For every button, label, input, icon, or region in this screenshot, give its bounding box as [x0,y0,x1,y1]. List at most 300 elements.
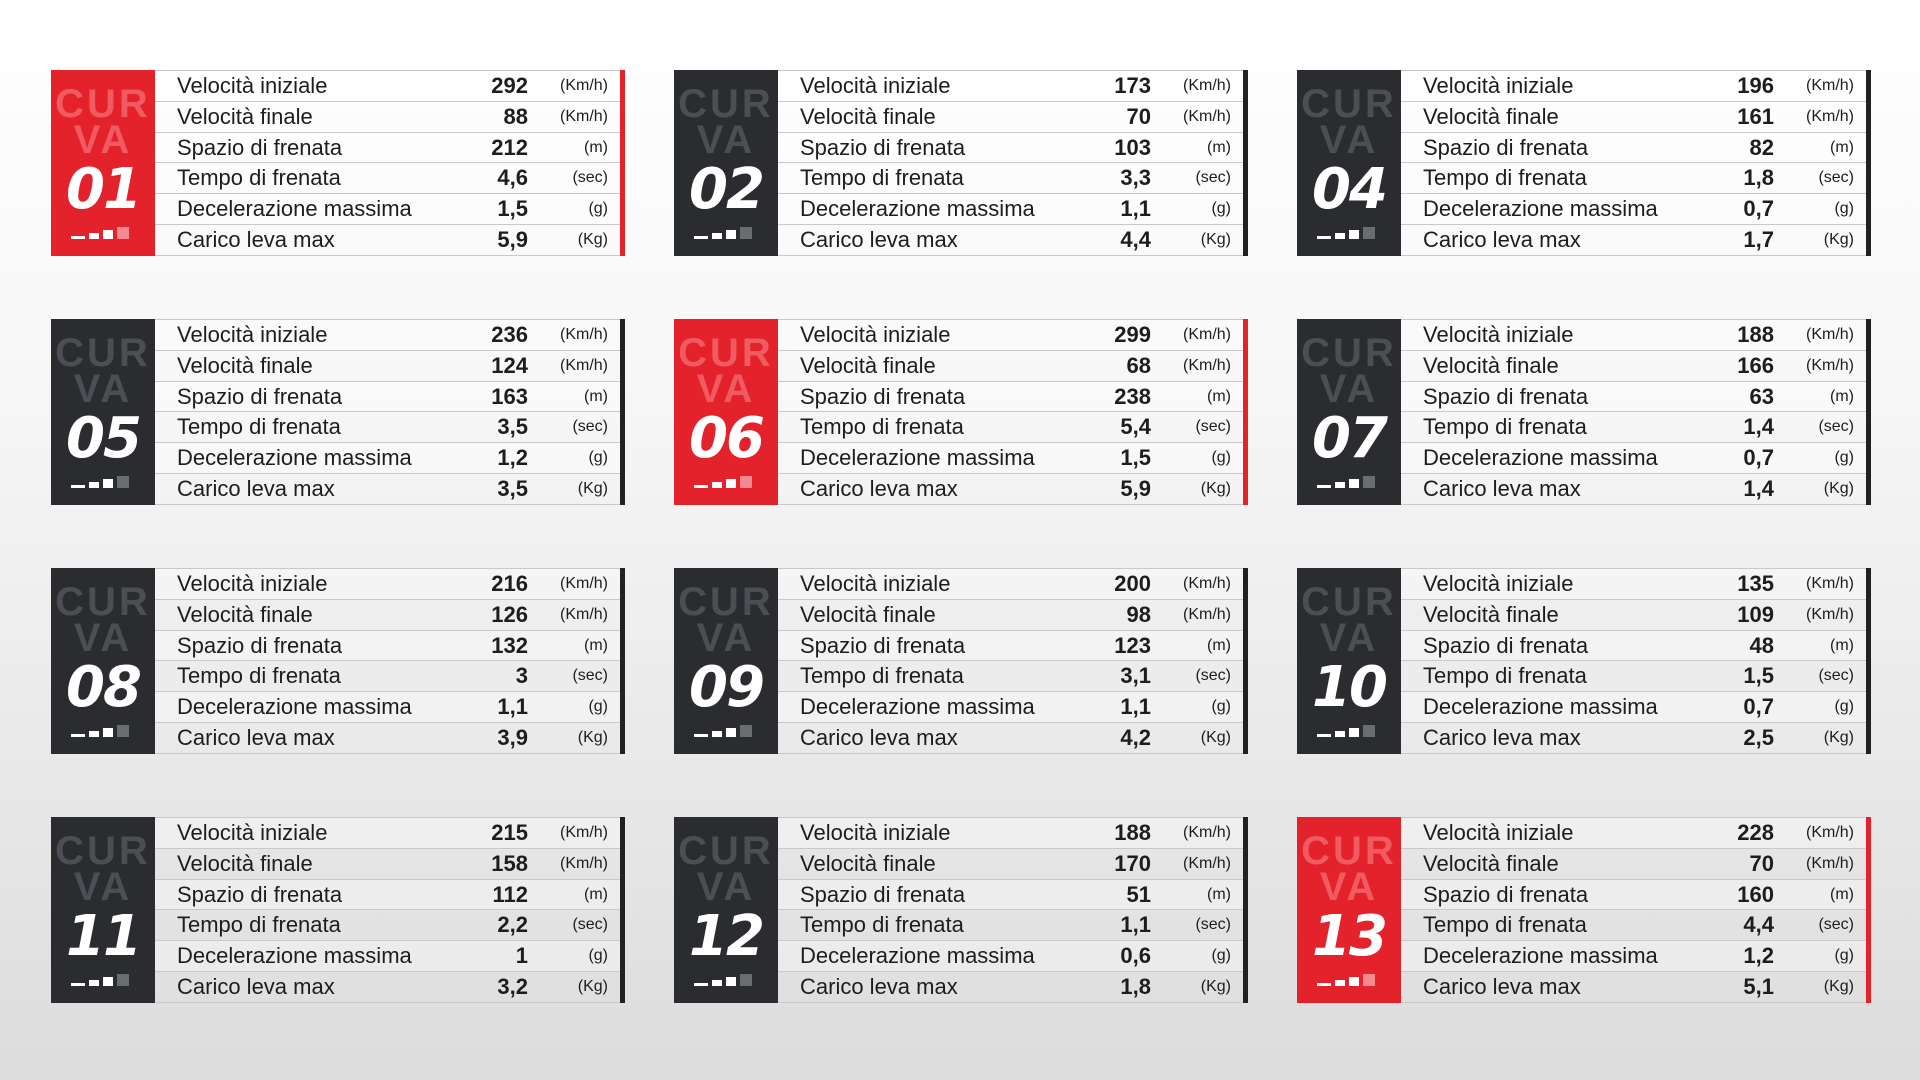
stat-row [155,474,620,505]
stat-value: 292 [491,72,528,98]
stat-label: Tempo di frenata [800,663,964,689]
stat-label: Tempo di frenata [800,912,964,938]
stat-unit: (Kg) [1200,480,1231,498]
badge-ghost-text: VA [73,367,133,411]
stat-label: Carico leva max [177,725,335,751]
braking-bars-icon [71,970,141,986]
stat-label: Velocità iniziale [1423,819,1574,845]
stat-value: 1,2 [497,445,528,471]
badge-ghost-text: VA [696,616,756,660]
stat-label: Velocità finale [177,601,313,627]
badge-ghost-text: CUR [1301,829,1397,873]
badge-ghost-text: CUR [55,82,151,126]
stat-row [778,910,1243,941]
stat-row [155,849,620,880]
stat-value: 200 [1114,570,1151,596]
curve-badge [1297,319,1401,505]
stat-value: 51 [1126,881,1151,907]
stat-row [155,382,620,413]
stat-row [778,194,1243,225]
stat-row [778,880,1243,911]
stat-label: Decelerazione massima [177,694,412,720]
stat-unit: (Kg) [1200,231,1231,249]
stat-label: Decelerazione massima [177,943,412,969]
stat-label: Velocità iniziale [177,819,328,845]
badge-ghost-text: VA [73,865,133,909]
braking-bars-icon [1317,721,1387,737]
stat-row [155,818,620,849]
stat-row [778,351,1243,382]
stat-row [778,382,1243,413]
stat-label: Velocità finale [177,352,313,378]
stat-value: 1,1 [497,694,528,720]
curve-number: 06 [689,406,763,471]
curve-card-11 [51,817,625,1003]
stat-row [778,849,1243,880]
stat-label: Velocità iniziale [800,570,951,596]
curve-number: 07 [1312,406,1386,471]
stat-value: 0,7 [1743,196,1774,222]
badge-ghost-text: VA [696,865,756,909]
stat-row [778,569,1243,600]
stat-unit: (Km/h) [1806,605,1854,623]
stat-label: Velocità iniziale [1423,72,1574,98]
stat-label: Tempo di frenata [177,165,341,191]
stat-row [155,163,620,194]
stat-row [778,102,1243,133]
stat-label: Velocità iniziale [800,321,951,347]
stat-value: 1,1 [1120,196,1151,222]
stat-value: 126 [491,601,528,627]
stat-unit: (sec) [1195,667,1231,685]
stat-value: 1 [515,943,528,969]
curve-card-04 [1297,70,1871,256]
badge-ghost-text: CUR [1301,580,1397,624]
stat-row [778,133,1243,164]
stat-row [155,723,620,754]
stat-unit: (sec) [572,418,608,436]
stat-row [778,225,1243,256]
stat-row [155,941,620,972]
stats-table [1401,319,1866,505]
stat-unit: (Kg) [1823,978,1854,996]
badge-ghost-text: CUR [678,580,774,624]
stat-value: 68 [1126,352,1151,378]
stats-table [1401,568,1866,754]
stat-unit: (Km/h) [560,107,608,125]
stat-value: 1,5 [1743,663,1774,689]
braking-bars-icon [694,970,764,986]
stat-unit: (sec) [1818,916,1854,934]
stat-unit: (g) [1834,698,1854,716]
stat-unit: (Km/h) [560,605,608,623]
stat-label: Spazio di frenata [1423,881,1589,907]
stat-unit: (g) [588,200,608,218]
stat-label: Spazio di frenata [800,881,966,907]
curve-card-10 [1297,568,1871,754]
stat-row [155,412,620,443]
stat-value: 123 [1114,632,1151,658]
stat-label: Velocità finale [800,103,936,129]
badge-ghost-text: VA [696,367,756,411]
stat-value: 1,2 [1743,943,1774,969]
stat-value: 4,2 [1120,725,1151,751]
stats-table [155,70,620,256]
stat-label: Tempo di frenata [177,663,341,689]
stat-row [778,692,1243,723]
stat-value: 173 [1114,72,1151,98]
stat-value: 3,1 [1120,663,1151,689]
stat-value: 0,6 [1120,943,1151,969]
stat-label: Spazio di frenata [177,881,343,907]
stat-row [1401,849,1866,880]
curve-number: 10 [1312,655,1386,720]
stat-unit: (m) [1207,885,1231,903]
stat-row [778,723,1243,754]
stat-label: Spazio di frenata [800,383,966,409]
curve-badge [674,817,778,1003]
stat-label: Tempo di frenata [800,165,964,191]
stat-unit: (m) [1830,387,1854,405]
stat-unit: (Km/h) [1806,823,1854,841]
braking-bars-icon [1317,223,1387,239]
stat-unit: (Km/h) [1183,574,1231,592]
curve-card-07 [1297,319,1871,505]
stat-unit: (g) [1211,449,1231,467]
stat-unit: (Km/h) [1806,107,1854,125]
badge-ghost-text: VA [1319,865,1379,909]
stat-unit: (Km/h) [1806,854,1854,872]
stat-value: 161 [1737,103,1774,129]
curve-number: 01 [66,157,140,222]
stat-value: 132 [491,632,528,658]
braking-bars-icon [71,223,141,239]
stat-label: Spazio di frenata [1423,632,1589,658]
curve-card-06 [674,319,1248,505]
stat-value: 1,8 [1120,974,1151,1000]
stats-table [155,568,620,754]
stat-unit: (sec) [1818,418,1854,436]
stat-unit: (m) [1207,387,1231,405]
stat-row [155,569,620,600]
stat-row [155,880,620,911]
stat-value: 112 [492,881,528,907]
stat-label: Tempo di frenata [800,414,964,440]
stat-unit: (sec) [572,916,608,934]
stat-row [1401,818,1866,849]
stat-unit: (sec) [1195,418,1231,436]
stat-value: 70 [1749,850,1774,876]
stat-unit: (m) [584,636,608,654]
stat-row [1401,163,1866,194]
stat-label: Tempo di frenata [1423,165,1587,191]
stat-unit: (Kg) [577,480,608,498]
curve-badge [51,70,155,256]
stat-label: Carico leva max [177,974,335,1000]
stat-row [778,631,1243,662]
curve-badge [51,568,155,754]
stat-value: 1,8 [1743,165,1774,191]
stat-unit: (Km/h) [560,325,608,343]
curve-number: 02 [689,157,763,222]
curve-number: 11 [66,904,140,969]
curve-badge [51,817,155,1003]
stat-label: Velocità iniziale [177,72,328,98]
stat-value: 3,3 [1120,165,1151,191]
stat-unit: (g) [1834,200,1854,218]
stat-value: 1,7 [1743,227,1774,253]
stat-value: 109 [1737,601,1774,627]
stat-label: Spazio di frenata [800,632,966,658]
stat-value: 215 [491,819,528,845]
stat-unit: (Km/h) [1183,823,1231,841]
stat-unit: (g) [1211,698,1231,716]
stat-value: 98 [1126,601,1151,627]
badge-ghost-text: CUR [1301,82,1397,126]
stat-row [1401,412,1866,443]
stat-unit: (Km/h) [1183,76,1231,94]
stat-value: 236 [491,321,528,347]
stat-unit: (sec) [1195,169,1231,187]
stat-label: Velocità iniziale [800,72,951,98]
stat-row [778,600,1243,631]
stat-row [155,102,620,133]
stat-unit: (g) [588,947,608,965]
stat-row [1401,194,1866,225]
stat-label: Carico leva max [1423,974,1581,1000]
stat-value: 238 [1114,383,1151,409]
stat-value: 3,5 [497,476,528,502]
stat-row [778,818,1243,849]
stat-row [155,225,620,256]
badge-ghost-text: CUR [678,82,774,126]
stat-label: Velocità finale [1423,352,1559,378]
stat-unit: (Kg) [577,231,608,249]
stat-unit: (Kg) [1823,729,1854,747]
stat-value: 196 [1737,72,1774,98]
stat-unit: (m) [1830,885,1854,903]
stat-label: Decelerazione massima [1423,196,1658,222]
stat-value: 1,4 [1743,414,1774,440]
stat-value: 2,5 [1743,725,1774,751]
stat-label: Spazio di frenata [1423,134,1589,160]
stat-value: 1,1 [1120,912,1151,938]
stat-unit: (m) [1830,636,1854,654]
badge-ghost-text: CUR [1301,331,1397,375]
stat-row [778,163,1243,194]
stat-unit: (Km/h) [560,823,608,841]
curve-number: 08 [66,655,140,720]
stat-value: 3 [515,663,528,689]
stat-unit: (Km/h) [1806,325,1854,343]
curve-card-02 [674,70,1248,256]
stat-label: Velocità iniziale [1423,321,1574,347]
curve-number: 05 [66,406,140,471]
curve-card-08 [51,568,625,754]
stat-value: 0,7 [1743,694,1774,720]
stat-value: 160 [1737,881,1774,907]
stat-row [155,910,620,941]
stat-row [1401,600,1866,631]
stat-row [1401,225,1866,256]
stat-label: Spazio di frenata [800,134,966,160]
stat-value: 1,1 [1120,694,1151,720]
stats-table [778,70,1243,256]
stat-row [1401,723,1866,754]
curve-card-05 [51,319,625,505]
stat-label: Decelerazione massima [800,694,1035,720]
stat-value: 4,4 [1743,912,1774,938]
badge-ghost-text: CUR [55,829,151,873]
stat-unit: (Km/h) [1183,325,1231,343]
stat-row [778,972,1243,1003]
stat-unit: (Kg) [577,729,608,747]
badge-ghost-text: VA [73,616,133,660]
stat-row [155,194,620,225]
stat-value: 3,2 [497,974,528,1000]
badge-ghost-text: CUR [55,580,151,624]
stat-value: 166 [1737,352,1774,378]
stat-value: 1,5 [497,196,528,222]
stat-value: 4,6 [497,165,528,191]
stat-label: Velocità finale [177,103,313,129]
stat-label: Spazio di frenata [177,134,343,160]
stat-unit: (m) [1207,138,1231,156]
stat-label: Decelerazione massima [800,445,1035,471]
stat-value: 103 [1114,134,1151,160]
badge-ghost-text: VA [1319,367,1379,411]
stat-row [1401,569,1866,600]
braking-bars-icon [694,472,764,488]
stat-unit: (sec) [572,667,608,685]
stat-value: 0,7 [1743,445,1774,471]
stat-unit: (Km/h) [1806,356,1854,374]
badge-ghost-text: VA [696,118,756,162]
stat-row [778,320,1243,351]
stat-unit: (g) [1834,947,1854,965]
curve-badge [674,568,778,754]
badge-ghost-text: VA [73,118,133,162]
curve-number: 04 [1312,157,1386,222]
stat-label: Velocità finale [800,850,936,876]
braking-bars-icon [1317,970,1387,986]
stat-unit: (Km/h) [1183,107,1231,125]
stat-value: 212 [491,134,528,160]
stat-unit: (m) [1207,636,1231,654]
stat-row [778,661,1243,692]
stat-row [155,133,620,164]
stat-value: 158 [491,850,528,876]
stat-row [1401,972,1866,1003]
badge-ghost-text: CUR [678,829,774,873]
curve-number: 09 [689,655,763,720]
stat-label: Carico leva max [800,725,958,751]
stats-table [155,319,620,505]
stat-label: Velocità iniziale [177,321,328,347]
stat-row [778,474,1243,505]
stat-row [1401,941,1866,972]
stat-row [155,631,620,662]
stat-label: Carico leva max [800,974,958,1000]
stat-unit: (g) [1211,947,1231,965]
badge-ghost-text: VA [1319,616,1379,660]
curve-badge [674,319,778,505]
stat-label: Decelerazione massima [1423,694,1658,720]
stat-row [155,351,620,382]
curve-badge [1297,568,1401,754]
stat-label: Decelerazione massima [800,196,1035,222]
stat-value: 82 [1749,134,1774,160]
stat-label: Spazio di frenata [1423,383,1589,409]
stat-unit: (Km/h) [1183,854,1231,872]
stat-unit: (Km/h) [560,76,608,94]
stat-unit: (g) [1834,449,1854,467]
stat-row [1401,661,1866,692]
stats-table [1401,70,1866,256]
stat-row [1401,320,1866,351]
stat-row [778,71,1243,102]
stats-table [778,817,1243,1003]
stat-label: Carico leva max [800,476,958,502]
curve-card-01 [51,70,625,256]
stat-label: Decelerazione massima [177,445,412,471]
stat-unit: (sec) [1195,916,1231,934]
curve-card-13 [1297,817,1871,1003]
stat-value: 5,1 [1743,974,1774,1000]
stats-table [1401,817,1866,1003]
stats-table [778,319,1243,505]
stat-label: Tempo di frenata [1423,663,1587,689]
stat-value: 216 [491,570,528,596]
stat-value: 5,4 [1120,414,1151,440]
stat-unit: (Km/h) [560,574,608,592]
badge-ghost-text: CUR [678,331,774,375]
stat-value: 188 [1737,321,1774,347]
stat-label: Spazio di frenata [177,383,343,409]
stat-value: 4,4 [1120,227,1151,253]
stat-label: Velocità finale [1423,850,1559,876]
stat-label: Spazio di frenata [177,632,343,658]
stat-label: Velocità finale [800,352,936,378]
stat-label: Velocità iniziale [177,570,328,596]
stat-label: Carico leva max [1423,725,1581,751]
stat-row [155,320,620,351]
stat-label: Tempo di frenata [1423,912,1587,938]
stat-value: 3,5 [497,414,528,440]
stat-unit: (Km/h) [560,854,608,872]
stat-row [155,661,620,692]
stat-label: Velocità finale [177,850,313,876]
stat-unit: (Kg) [577,978,608,996]
stat-unit: (Kg) [1200,729,1231,747]
stat-value: 1,5 [1120,445,1151,471]
stat-value: 5,9 [497,227,528,253]
stat-unit: (Km/h) [560,356,608,374]
stat-unit: (Kg) [1200,978,1231,996]
stat-unit: (m) [584,138,608,156]
stat-label: Carico leva max [1423,476,1581,502]
stat-label: Decelerazione massima [1423,943,1658,969]
stat-unit: (g) [1211,200,1231,218]
stat-row [155,443,620,474]
stat-unit: (g) [588,698,608,716]
badge-ghost-text: VA [1319,118,1379,162]
braking-bars-icon [694,223,764,239]
stat-value: 135 [1737,570,1774,596]
stat-value: 5,9 [1120,476,1151,502]
braking-bars-icon [1317,472,1387,488]
stat-label: Velocità finale [1423,601,1559,627]
